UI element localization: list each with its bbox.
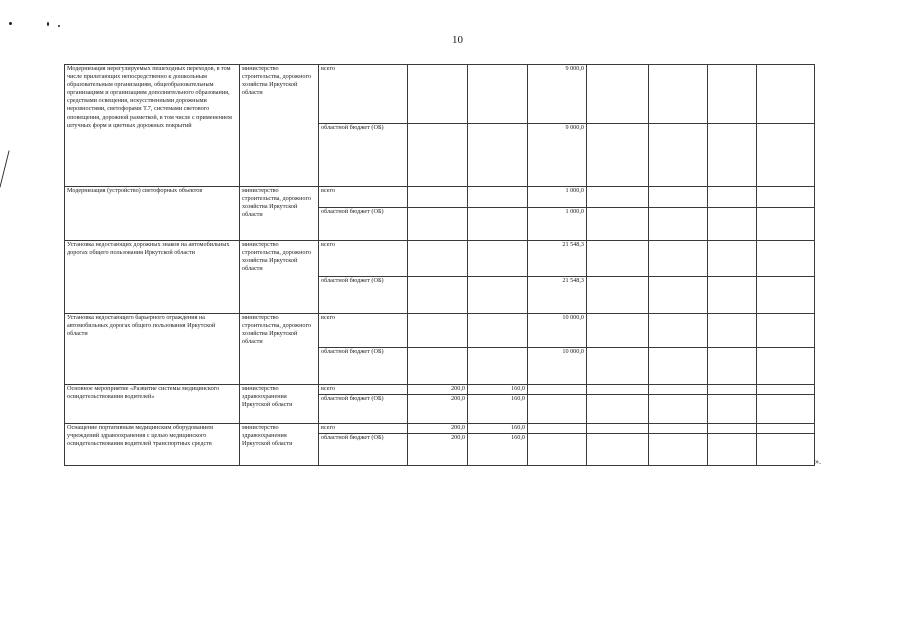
- funding-source-cell: областной бюджет (ОБ): [319, 434, 408, 466]
- funding-source-cell: областной бюджет (ОБ): [319, 348, 408, 385]
- activity-cell: Установка недостающих дорожных знаков на автомобильных дорогах общего пользования Иркутской области: [65, 241, 240, 314]
- amount-cell: [468, 208, 528, 241]
- funding-source-cell: всего: [319, 65, 408, 124]
- funding-source-cell: всего: [319, 385, 408, 395]
- empty-cell: [587, 385, 649, 395]
- table-row: [65, 424, 815, 434]
- funding-source-cell: всего: [319, 314, 408, 348]
- empty-cell: [587, 277, 649, 314]
- executor-cell: министерство строительства, дорожного хозяйства Иркутской области: [240, 65, 319, 187]
- amount-cell: [408, 124, 468, 187]
- empty-cell: [649, 187, 708, 208]
- empty-cell: [708, 187, 757, 208]
- amount-cell: 21 548,3: [528, 241, 587, 277]
- empty-cell: [708, 395, 757, 424]
- empty-cell: [587, 434, 649, 466]
- amount-cell: [468, 348, 528, 385]
- empty-cell: [587, 208, 649, 241]
- empty-cell: [708, 385, 757, 395]
- amount-cell: 1 000,0: [528, 187, 587, 208]
- empty-cell: [757, 208, 815, 241]
- empty-cell: [757, 348, 815, 385]
- empty-cell: [649, 348, 708, 385]
- amount-cell: 160,0: [468, 385, 528, 395]
- empty-cell: [708, 65, 757, 124]
- funding-source-cell: всего: [319, 187, 408, 208]
- empty-cell: [757, 424, 815, 434]
- executor-cell: министерство здравоохранения Иркутской области: [240, 424, 319, 466]
- executor-cell: министерство строительства, дорожного хозяйства Иркутской области: [240, 314, 319, 385]
- amount-cell: [528, 395, 587, 424]
- amount-cell: [528, 434, 587, 466]
- amount-cell: [468, 314, 528, 348]
- amount-cell: [468, 65, 528, 124]
- funding-source-cell: областной бюджет (ОБ): [319, 277, 408, 314]
- scan-speck: [47, 22, 49, 26]
- amount-cell: [528, 385, 587, 395]
- empty-cell: [587, 395, 649, 424]
- amount-cell: 160,0: [468, 395, 528, 424]
- empty-cell: [708, 124, 757, 187]
- amount-cell: [408, 277, 468, 314]
- amount-cell: 160,0: [468, 424, 528, 434]
- empty-cell: [649, 314, 708, 348]
- empty-cell: [587, 65, 649, 124]
- empty-cell: [649, 124, 708, 187]
- amount-cell: [528, 424, 587, 434]
- amount-cell: 1 000,0: [528, 208, 587, 241]
- empty-cell: [757, 277, 815, 314]
- empty-cell: [649, 277, 708, 314]
- empty-cell: [708, 424, 757, 434]
- margin-pen-mark: [0, 150, 10, 187]
- funding-source-cell: всего: [319, 241, 408, 277]
- empty-cell: [757, 314, 815, 348]
- empty-cell: [587, 424, 649, 434]
- activity-cell: Модернизация (устройство) светофорных объектов: [65, 187, 240, 241]
- empty-cell: [757, 241, 815, 277]
- activity-cell: Установка недостающего барьерного ограждения на автомобильных дорогах общего пользования Иркутской области: [65, 314, 240, 385]
- empty-cell: [708, 434, 757, 466]
- funding-source-cell: всего: [319, 424, 408, 434]
- amount-cell: 200,0: [408, 395, 468, 424]
- budget-table: [64, 64, 815, 466]
- amount-cell: [468, 124, 528, 187]
- table-row: [65, 314, 815, 348]
- funding-source-cell: областной бюджет (ОБ): [319, 124, 408, 187]
- activity-cell: Модернизация нерегулируемых пешеходных переходов, в том числе прилегающих непосредственно к дошкольным образовательным организациям, общеобразовательным организациям и организациям дополнительного образования, средствами освещения, искусственными дорожными неровностями, светофорами Т.7, системами светового оповещения, дорожной разметкой, в том числе с применением штучных форм и цветных дорожных покрытий: [65, 65, 240, 187]
- empty-cell: [649, 208, 708, 241]
- amount-cell: [408, 348, 468, 385]
- amount-cell: [408, 314, 468, 348]
- amount-cell: 21 548,3: [528, 277, 587, 314]
- empty-cell: [649, 424, 708, 434]
- empty-cell: [708, 277, 757, 314]
- empty-cell: [757, 124, 815, 187]
- scan-speck: [9, 22, 12, 25]
- empty-cell: [757, 385, 815, 395]
- empty-cell: [757, 395, 815, 424]
- empty-cell: [587, 348, 649, 385]
- table-row: [65, 65, 815, 124]
- executor-cell: министерство здравоохранения Иркутской области: [240, 385, 319, 424]
- amount-cell: [408, 208, 468, 241]
- empty-cell: [587, 187, 649, 208]
- scan-speck: [58, 25, 60, 27]
- empty-cell: [587, 124, 649, 187]
- activity-cell: Основное мероприятие «Развитие системы медицинского освидетельствования водителей»: [65, 385, 240, 424]
- funding-source-cell: областной бюджет (ОБ): [319, 395, 408, 424]
- closing-quote-mark: ».: [815, 457, 821, 466]
- empty-cell: [649, 241, 708, 277]
- amount-cell: 9 000,0: [528, 124, 587, 187]
- empty-cell: [757, 434, 815, 466]
- empty-cell: [708, 314, 757, 348]
- empty-cell: [708, 241, 757, 277]
- amount-cell: 200,0: [408, 434, 468, 466]
- empty-cell: [649, 385, 708, 395]
- table-row: [65, 187, 815, 208]
- amount-cell: 200,0: [408, 385, 468, 395]
- amount-cell: [408, 241, 468, 277]
- empty-cell: [708, 348, 757, 385]
- amount-cell: 9 000,0: [528, 65, 587, 124]
- empty-cell: [757, 65, 815, 124]
- amount-cell: 10 000,0: [528, 348, 587, 385]
- amount-cell: [468, 187, 528, 208]
- executor-cell: министерство строительства, дорожного хозяйства Иркутской области: [240, 187, 319, 241]
- empty-cell: [757, 187, 815, 208]
- amount-cell: 200,0: [408, 424, 468, 434]
- funding-source-cell: областной бюджет (ОБ): [319, 208, 408, 241]
- amount-cell: [408, 65, 468, 124]
- table-row: [65, 241, 815, 277]
- empty-cell: [649, 65, 708, 124]
- executor-cell: министерство строительства, дорожного хозяйства Иркутской области: [240, 241, 319, 314]
- amount-cell: [468, 241, 528, 277]
- empty-cell: [708, 208, 757, 241]
- amount-cell: 10 000,0: [528, 314, 587, 348]
- amount-cell: [468, 277, 528, 314]
- activity-cell: Оснащение портативным медицинским оборудованием учреждений здравоохранения с целью медицинского освидетельствования водителей транспортных средств: [65, 424, 240, 466]
- amount-cell: [408, 187, 468, 208]
- empty-cell: [587, 314, 649, 348]
- empty-cell: [649, 395, 708, 424]
- empty-cell: [649, 434, 708, 466]
- table-row: [65, 385, 815, 395]
- empty-cell: [587, 241, 649, 277]
- page-number: 10: [452, 34, 463, 46]
- amount-cell: 160,0: [468, 434, 528, 466]
